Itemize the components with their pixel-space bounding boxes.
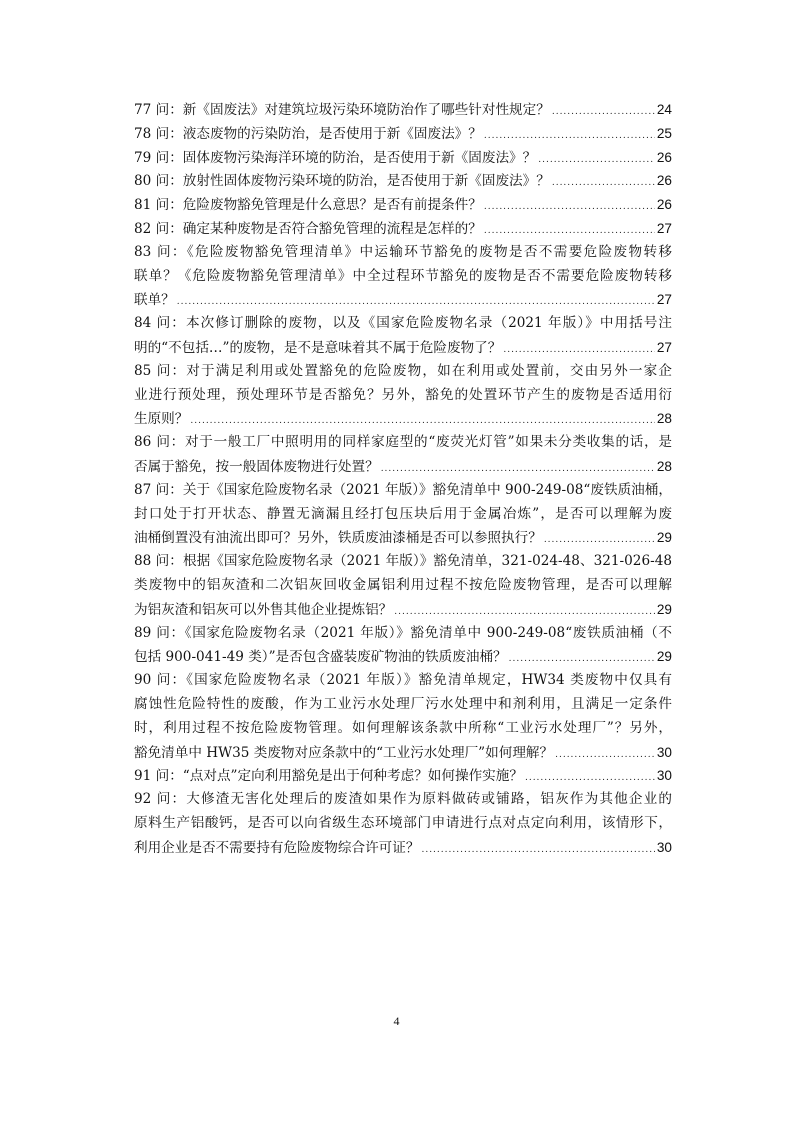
toc-entry[interactable]: [134, 241, 672, 312]
toc-entry-title: 包括 900-041-49 类）”是否包含盛装废矿物油的铁质废油桶？: [134, 649, 507, 666]
toc-entry[interactable]: [134, 312, 672, 360]
toc-entry-title: 明的“不包括…”的废物，是不是意味着其不属于危险废物了？: [134, 339, 502, 356]
toc-entry-last-line: [134, 741, 672, 765]
toc-entry-text-line: 89 问：《国家危险废物名录（2021 年版）》豁免清单中 900-249-08“废铁质油桶（不: [134, 624, 672, 641]
toc-entry-title: 80 问：放射性固体废物污染环境的防治，是否使用于新《固废法》？: [134, 173, 550, 190]
toc-entry-text-line: 83 问：《危险废物豁免管理清单》中运输环节豁免的废物是否不需要危险废物转移: [134, 243, 672, 260]
toc-page-number[interactable]: 28: [656, 411, 672, 427]
dot-leader: [544, 529, 655, 550]
toc-page-number[interactable]: 24: [656, 102, 672, 117]
toc-page-number[interactable]: 26: [656, 149, 672, 165]
toc-entry-title: 油桶倒置没有油流出即可？另外，铁质废油漆桶是否可以参照执行？: [134, 530, 542, 547]
toc-entry[interactable]: [134, 622, 672, 670]
dot-leader: [484, 196, 655, 217]
toc-entry[interactable]: [134, 550, 672, 621]
toc-entry-last-line: [134, 98, 672, 122]
toc-entry-text-line: 92 问：大修渣无害化处理后的废渣如果作为原料做砖或铺路，铝灰作为其他企业的: [134, 791, 672, 808]
toc-entry-last-line: [134, 288, 672, 312]
toc-entry[interactable]: [134, 146, 672, 170]
dot-leader: [555, 744, 655, 765]
toc-entry[interactable]: [134, 169, 672, 193]
toc-page-number[interactable]: 27: [656, 292, 672, 308]
toc-entry-last-line: [134, 836, 672, 860]
dot-leader: [394, 601, 655, 622]
dot-leader: [552, 172, 655, 193]
dot-leader: [190, 410, 655, 431]
toc-entry-text-line: 86 问：对于一般工厂中照明用的同样家庭型的“废荧光灯管”如果未分类收集的话，是: [134, 434, 672, 451]
toc-entry[interactable]: [134, 431, 672, 479]
toc-page-number[interactable]: 29: [656, 530, 672, 546]
dot-leader: [177, 291, 655, 312]
dot-leader: [503, 339, 655, 360]
toc-entry-title: 78 问：液态废物的污染防治，是否使用于新《固废法》？: [134, 125, 482, 142]
toc-entry-text-line: 原料生产铝酸钙，是否可以向省级生态环境部门申请进行点对点定向利用，该情形下，: [134, 814, 672, 831]
toc-entry-last-line: [134, 336, 672, 360]
toc-page-number[interactable]: 30: [656, 839, 672, 855]
toc-entry-text-line: 84 问：本次修订删除的废物，以及《国家危险废物名录（2021 年版）》中用括号注: [134, 315, 672, 332]
toc-entry[interactable]: [134, 764, 672, 788]
toc-page-number[interactable]: 26: [656, 197, 672, 213]
toc-entry-last-line: [134, 598, 672, 622]
toc-page-number[interactable]: 29: [656, 601, 672, 617]
toc-page-number[interactable]: 28: [656, 458, 672, 474]
toc-entry-last-line: [134, 217, 672, 241]
toc-entry-text-line: 业进行预处理，预处理环节是否豁免？另外，豁免的处置环节产生的废物是否适用衍: [134, 386, 672, 403]
toc-entry-title: 82 问：确定某种废物是否符合豁免管理的流程是怎样的？: [134, 220, 482, 237]
toc-entry-text-line: 时，利用过程不按危险废物管理。如何理解该条款中所称“工业污水处理厂”？另外，: [134, 719, 672, 736]
toc-page-number[interactable]: 27: [656, 339, 672, 355]
toc-entry-last-line: [134, 764, 672, 788]
toc-entry-text-line: 联单？《危险废物豁免管理清单》中全过程环节豁免的废物是否不需要危险废物转移: [134, 267, 672, 284]
toc-entry-last-line: [134, 146, 672, 170]
dot-leader: [381, 458, 655, 479]
toc-entry-text-line: 88 问：根据《国家危险废物名录（2021 年版）》豁免清单，321-024-48、321-026-48: [134, 553, 672, 570]
toc-entry-text-line: 87 问：关于《国家危险废物名录（2021 年版）》豁免清单中 900-249-08“废铁质油桶，: [134, 481, 672, 498]
toc-entry-text-line: 封口处于打开状态、静置无滴漏且经打包压块后用于金属冶炼”，是否可以理解为废: [134, 505, 672, 522]
dot-leader: [484, 125, 655, 146]
toc-entry-text-line: 腐蚀性危险特性的废酸，作为工业污水处理厂污水处理中和剂利用，且满足一定条件: [134, 695, 672, 712]
toc-page-number[interactable]: 27: [656, 220, 672, 236]
dot-leader: [421, 839, 654, 860]
dot-leader: [509, 648, 655, 669]
toc-entry-title: 为铝灰渣和铝灰可以外售其他企业提炼铝？: [134, 601, 393, 618]
toc-entry-title: 联单？: [134, 292, 175, 309]
toc-entry[interactable]: [134, 98, 672, 122]
toc-entry-last-line: [134, 526, 672, 550]
toc-page-number[interactable]: 30: [656, 744, 672, 760]
toc-page-number[interactable]: 30: [656, 768, 672, 784]
toc-entry-last-line: [134, 645, 672, 669]
toc-entry-title: 生原则？: [134, 411, 189, 428]
toc-entry[interactable]: [134, 669, 672, 764]
table-of-contents: [134, 98, 672, 860]
toc-page-number[interactable]: 29: [656, 649, 672, 665]
toc-entry-title: 利用企业是否不需要持有危险废物综合许可证？: [134, 839, 420, 856]
toc-entry-title: 否属于豁免，按一般固体废物进行处置？: [134, 458, 379, 475]
toc-entry-title: 91 问：“点对点”定向利用豁免是出于何种考虑？如何操作实施？: [134, 768, 523, 785]
dot-leader: [552, 101, 655, 122]
toc-entry-last-line: [134, 122, 672, 146]
toc-entry[interactable]: [134, 217, 672, 241]
toc-entry-last-line: [134, 169, 672, 193]
toc-entry[interactable]: [134, 360, 672, 431]
toc-entry-title: 79 问：固体废物污染海洋环境的防治，是否使用于新《固废法》？: [134, 149, 537, 166]
toc-entry-text-line: 类废物中的铝灰渣和二次铝灰回收金属铝利用过程不按危险废物管理，是否可以理解: [134, 576, 672, 593]
dot-leader: [525, 767, 655, 788]
toc-entry-last-line: [134, 407, 672, 431]
toc-entry[interactable]: [134, 122, 672, 146]
toc-entry-text-line: 85 问：对于满足利用或处置豁免的危险废物，如在利用或处置前，交由另外一家企: [134, 362, 672, 379]
toc-entry[interactable]: [134, 479, 672, 550]
dot-leader: [484, 220, 655, 241]
toc-entry-text-line: 90 问：《国家危险废物名录（2021 年版）》豁免清单规定，HW34 类废物中仅具有: [134, 672, 672, 689]
toc-entry-title: 81 问：危险废物豁免管理是什么意思？是否有前提条件？: [134, 197, 482, 214]
toc-entry-last-line: [134, 193, 672, 217]
toc-entry-last-line: [134, 455, 672, 479]
toc-entry-title: 77 问：新《固废法》对建筑垃圾污染环境防治作了哪些针对性规定？: [134, 102, 550, 118]
toc-entry[interactable]: [134, 788, 672, 859]
toc-entry-title: 豁免清单中 HW35 类废物对应条款中的“工业污水处理厂”如何理解？: [134, 744, 554, 761]
toc-page-number[interactable]: 26: [656, 173, 672, 189]
toc-entry[interactable]: [134, 193, 672, 217]
page-number: 4: [393, 1014, 400, 1028]
toc-page-number[interactable]: 25: [656, 125, 672, 141]
dot-leader: [538, 149, 655, 170]
